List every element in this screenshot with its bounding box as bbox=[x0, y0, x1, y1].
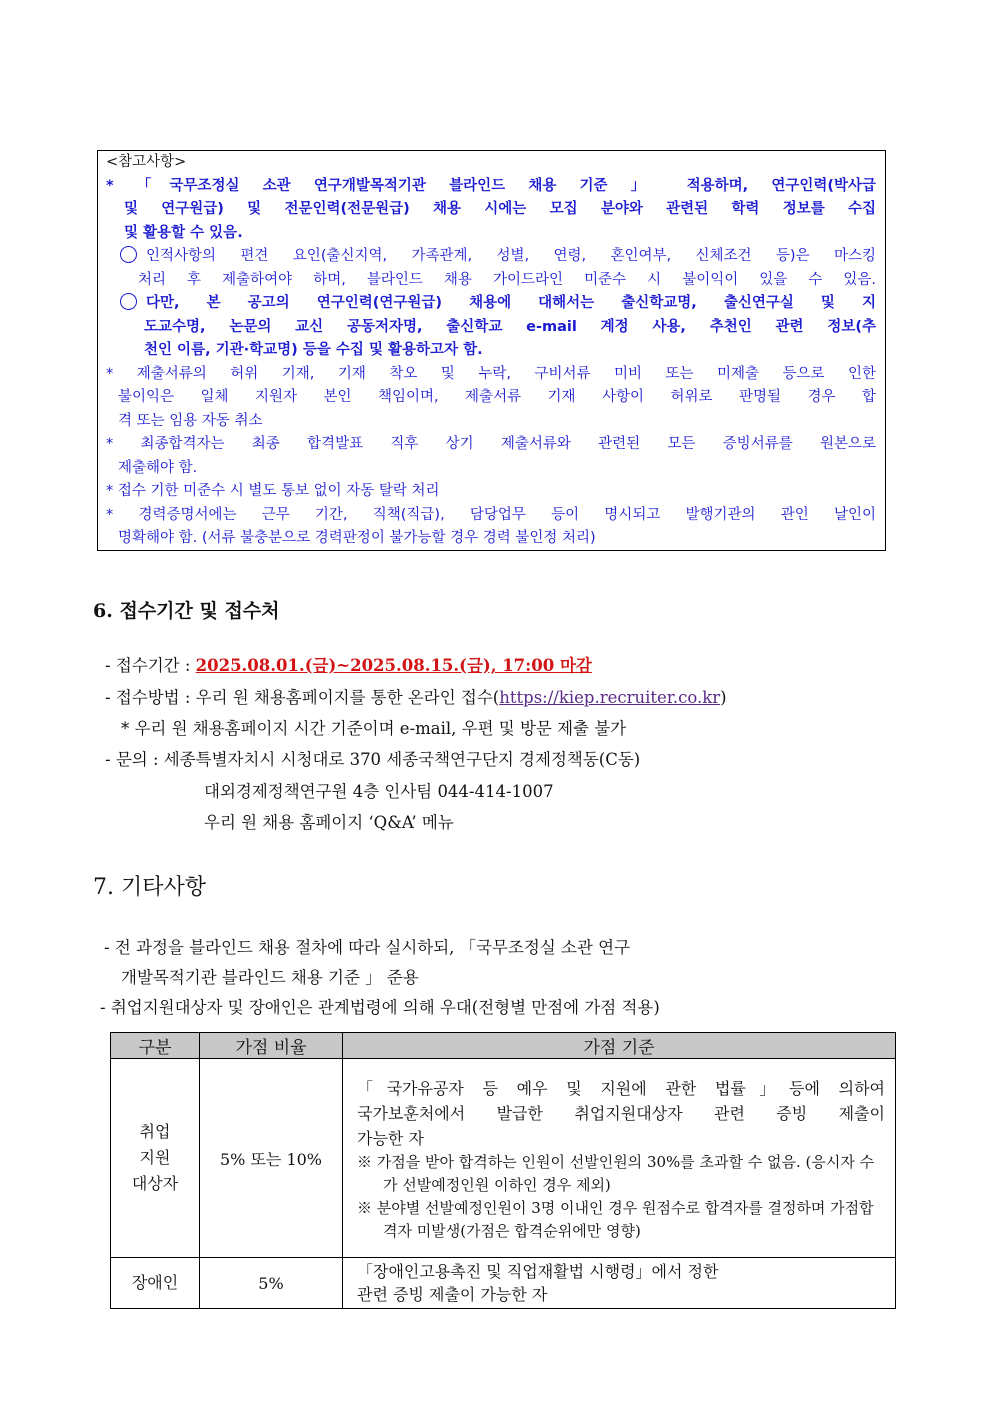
notice-item-career-cert-line1: * 경력증명서에는 근무 기간, 직책(직급), 담당업무 등이 명시되고 발행기관의 관인 날인이 bbox=[106, 506, 876, 523]
method-label: - 접수방법 : 우리 원 채용홈페이지를 통한 온라인 접수( bbox=[105, 688, 500, 707]
notice-item-false-docs-line3: 격 또는 임용 자동 취소 bbox=[118, 412, 263, 429]
notice-item-final-docs-line1: * 최종합격자는 최종 합격발표 직후 상기 제출서류와 관련된 모든 증빙서류를 원본으로 bbox=[106, 436, 876, 452]
etc-line1: - 전 과정을 블라인드 채용 절차에 따라 실시하되, 「국무조정실 소관 연구 bbox=[104, 938, 631, 957]
notice-item-blind-standard-line3: 및 활용할 수 있음. bbox=[124, 224, 243, 241]
row1-note1: ※ 가점을 받아 합격하는 인원이 선발인원의 30%를 초과할 수 없음. (응시자 수가 선발예정인원 이하인 경우 제외) bbox=[357, 1152, 875, 1194]
notice-item-final-docs-line2: 제출해야 함. bbox=[118, 459, 198, 476]
notice-item-career-cert-line2: 명확해야 함. (서류 불충분으로 경력판정이 불가능할 경우 경력 불인정 처리) bbox=[118, 530, 596, 546]
inquiry-line1: - 문의 : 세종특별자치시 시청대로 370 세종국책연구단지 경제정책동(C동) bbox=[105, 750, 641, 769]
section6-title: 6. 접수기간 및 접수처 bbox=[93, 600, 280, 622]
table-header-row bbox=[111, 1033, 896, 1059]
inquiry-line3: 우리 원 채용 홈페이지 ‘Q&A’ 메뉴 bbox=[204, 813, 454, 832]
circle-bullet-icon bbox=[120, 293, 137, 310]
row2-category: 장애인 bbox=[111, 1258, 200, 1309]
row2-criteria: 「장애인고용촉진 및 직업재활법 시행령」에서 정한 관련 증빙 제출이 가능한 자 bbox=[343, 1258, 896, 1309]
header-category: 구분 bbox=[111, 1033, 200, 1059]
notice-item-blind-standard-line2: 및 연구원급) 및 전문인력(전문원급) 채용 시에는 모집 분야와 관련된 학력 정보를 수집 bbox=[124, 201, 876, 217]
notice-box bbox=[97, 150, 886, 551]
header-rate: 가점 비율 bbox=[200, 1033, 343, 1059]
period-label: - 접수기간 : bbox=[105, 656, 196, 675]
etc-line2: 개발목적기관 블라인드 채용 기준 」 준용 bbox=[121, 968, 419, 987]
recruit-site-link[interactable]: https://kiep.recruiter.co.kr bbox=[499, 688, 721, 707]
etc-line3: - 취업지원대상자 및 장애인은 관계법령에 의해 우대(전형별 만점에 가점 적용) bbox=[100, 998, 660, 1017]
notice-item-masking-line2: 처리 후 제출하여야 하며, 블라인드 채용 가이드라인 미준수 시 불이익이 있을 수 있음. bbox=[138, 271, 876, 288]
notice-item-false-docs-line1: * 제출서류의 허위 기재, 기재 착오 및 누락, 구비서류 미비 또는 미제출 등으로 인한 bbox=[106, 365, 876, 382]
row1-note2: ※ 분야별 선발예정인원이 3명 이내인 경우 원점수로 합격자를 결정하며 가점합격자 미발생(가점은 합격순위에만 영향) bbox=[357, 1198, 874, 1240]
row1-criteria: 「국가유공자 등 예우 및 지원에 관한 법률」등에 의하여 국가보훈처에서 발급한 취업지원대상자 관련 증빙 제출이 가능한 자 ※ 가점을 받아 합격하는 인원이 선발인원의 30%를 초과할 수 없음. (응시자 수가 선발예정인원 이하인 경우 제외) ※ 분야별 선발예정인원이 3명 이내인 경우 원점수로 합격자를 결정하며 가점합격자 미발생(가점은 합격순위에만 영향) bbox=[343, 1059, 896, 1258]
notice-item-masking-line1: 인적사항의 편견 요인(출신지역, 가족관계, 성별, 연령, 혼인여부, 신체조건 등)은 마스킹 bbox=[106, 245, 876, 269]
inquiry-line2: 대외경제정책연구원 4층 인사팀 044-414-1007 bbox=[204, 782, 554, 801]
row1-rate: 5% 또는 10% bbox=[200, 1059, 343, 1258]
notice-item-deadline: * 접수 기한 미준수 시 별도 통보 없이 자동 탈락 처리 bbox=[106, 483, 440, 499]
circle-bullet-icon bbox=[120, 246, 137, 263]
notice-item-false-docs-line2: 불이익은 일체 지원자 본인 책임이며, 제출서류 기재 사항이 허위로 판명될 경우 합 bbox=[118, 389, 876, 405]
bonus-points-table bbox=[110, 1032, 896, 1309]
header-criteria: 가점 기준 bbox=[343, 1033, 896, 1059]
period-value: 2025.08.01.(금)~2025.08.15.(금), 17:00 마감 bbox=[195, 656, 592, 675]
table-row bbox=[111, 1258, 896, 1309]
notice-item-research-exception-line1: 다만, 본 공고의 연구인력(연구원급) 채용에 대해서는 출신학교명, 출신연구실 및 지 bbox=[106, 292, 876, 316]
method-note: * 우리 원 채용홈페이지 시간 기준이며 e-mail, 우편 및 방문 제출 불가 bbox=[121, 719, 627, 738]
row1-category: 취업 지원 대상자 bbox=[111, 1059, 200, 1258]
notice-item-research-exception-line2: 도교수명, 논문의 교신 공동저자명, 출신학교 e-mail 계정 사용, 추천인 관련 정보(추 bbox=[144, 318, 876, 335]
notice-item-research-exception-line3: 천인 이름, 기관·학교명) 등을 수집 및 활용하고자 함. bbox=[144, 342, 483, 358]
row2-rate: 5% bbox=[200, 1258, 343, 1309]
method-line: - 접수방법 : 우리 원 채용홈페이지를 통한 온라인 접수(https://kiep.recruiter.co.kr) bbox=[105, 688, 727, 707]
notice-item-blind-standard-line1: * 「국무조정실 소관 연구개발목적기관 블라인드 채용 기준 」 적용하며, 연구인력(박사급 bbox=[106, 177, 876, 194]
table-row bbox=[111, 1059, 896, 1258]
section7-title: 7. 기타사항 bbox=[93, 875, 206, 900]
period-line bbox=[105, 652, 592, 676]
notice-heading: <참고사항> bbox=[106, 154, 187, 170]
